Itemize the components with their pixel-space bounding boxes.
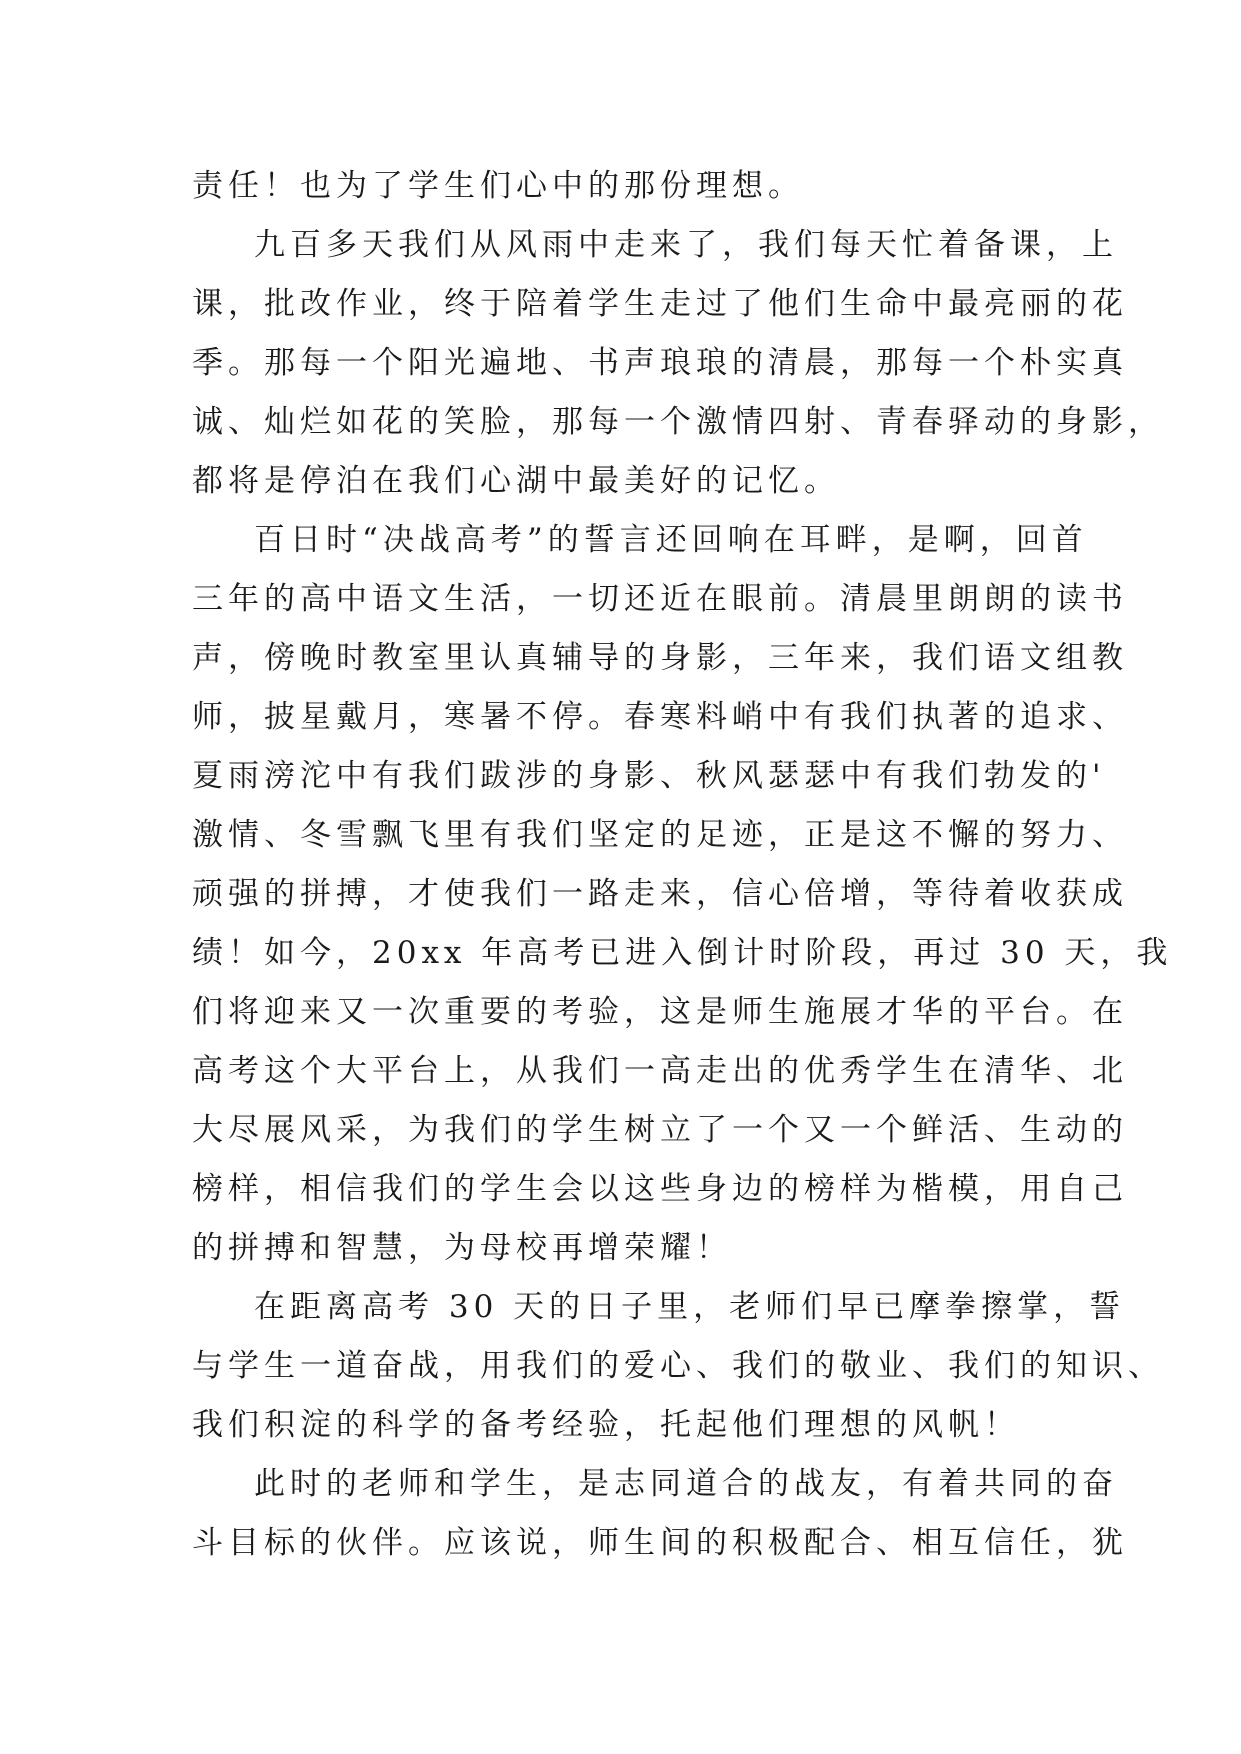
text-line: 斗目标的伙伴。应该说，师生间的积极配合、相互信任，犹	[192, 1525, 1128, 1561]
text-line: 季。那每一个阳光遍地、书声琅琅的清晨，那每一个朴实真	[192, 345, 1128, 381]
text-line: 声，傍晚时教室里认真辅导的身影，三年来，我们语文组教	[192, 640, 1128, 676]
text-line: 大尽展风采，为我们的学生树立了一个又一个鲜活、生动的	[192, 1112, 1128, 1148]
text-line: 九百多天我们从风雨中走来了，我们每天忙着备课，上	[254, 227, 1118, 263]
text-line: 责任！也为了学生们心中的那份理想。	[192, 168, 804, 204]
text-line: 与学生一道奋战，用我们的爱心、我们的敬业、我们的知识、	[192, 1348, 1164, 1384]
text-line: 此时的老师和学生，是志同道合的战友，有着共同的奋	[254, 1466, 1118, 1502]
text-line: 们将迎来又一次重要的考验，这是师生施展才华的平台。在	[192, 994, 1128, 1030]
text-line: 夏雨滂沱中有我们跋涉的身影、秋风瑟瑟中有我们勃发的'	[192, 758, 1106, 794]
text-line: 都将是停泊在我们心湖中最美好的记忆。	[192, 463, 840, 499]
text-line: 三年的高中语文生活，一切还近在眼前。清晨里朗朗的读书	[192, 581, 1128, 617]
text-line: 百日时“决战高考”的誓言还回响在耳畔，是啊，回首	[254, 522, 1088, 558]
text-line: 师，披星戴月，寒暑不停。春寒料峭中有我们执著的追求、	[192, 699, 1128, 735]
text-line: 顽强的拼搏，才使我们一路走来，信心倍增，等待着收获成	[192, 876, 1128, 912]
text-line: 在距离高考 30 天的日子里，老师们早已摩拳擦掌，誓	[254, 1289, 1126, 1325]
text-line: 榜样，相信我们的学生会以这些身边的榜样为楷模，用自己	[192, 1171, 1128, 1207]
body-text	[192, 157, 1173, 1573]
text-line: 高考这个大平台上，从我们一高走出的优秀学生在清华、北	[192, 1053, 1128, 1089]
text-line: 绩！如今，20xx 年高考已进入倒计时阶段，再过 30 天，我	[192, 935, 1173, 971]
text-line: 课，批改作业，终于陪着学生走过了他们生命中最亮丽的花	[192, 286, 1128, 322]
text-line: 的拼搏和智慧，为母校再增荣耀！	[192, 1230, 732, 1266]
text-line: 我们积淀的科学的备考经验，托起他们理想的风帆！	[192, 1407, 1020, 1443]
text-line: 激情、冬雪飘飞里有我们坚定的足迹，正是这不懈的努力、	[192, 817, 1128, 853]
text-line: 诚、灿烂如花的笑脸，那每一个激情四射、青春驿动的身影，	[192, 404, 1164, 440]
